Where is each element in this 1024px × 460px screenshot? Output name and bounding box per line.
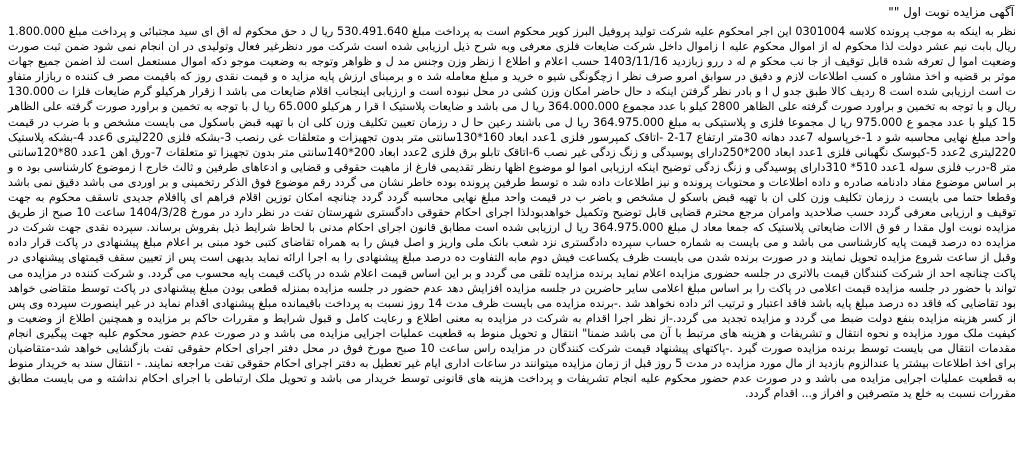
notice-title: آگهی مزایده نوبت اول "" — [888, 5, 1014, 19]
notice-body-text: نظر به اینکه به موجب پرونده کلاسه 0301004 این اجر امحکوم علیه شرکت تولید پروفیل البرز کویر محکوم است به پرداخت مبلغ 530.491.640 ریا ل د حق محکوم له اق ای سید مجتبائی و پرداخت مبلغ 1.800.000 ریال بابت نیم عشر دولت لذا محکوم له از اموال محکوم علیه ا زاموال داخل شرکت ضایعات فلزی معرفی وبه شرح ذیل ارزیابی شده است شرکت مور دنظرغیر فعال وتولیدی در ان انجام نمی شود ضمن ثبت صورت وضعیت اموا ل تعرفه شده قابل توقیف از جا نب محکو م له د ررو زبازدید 1403/11/16 حسب اعلام و اطلاع ا زنظر وزن وجنس مد ل و ظواهر وتوجه به وضعیت موجو دکه اموال مستعمل است لذ اضمن جمیع جهات موثر بر قضیه و اخذ مشاور ه کسب اطلاعات لازم و دقیق در سوابق امرو صرف نظر ا زچگونگی شیو ه خرید و مبلغ معامله شد ه و برمبنای ارزش پایه مزاید ه و قیمت نقدی روز که باقیمت مصر ف کننده ه ربازار متفاو ت است ارزیابی شده است 8 ردیف کالا طبق جدو ل ا و بادر نظر گرفتن اینکه د حال حاضر امکان وزن کشی در محل نبوده است و ارزیابی اینجانب اقلام ضایعات می باشد ا زقرار هرکیلو گرم ضایعات فلزا ت 130.000 ریال و با توجه به تخمین و براورد صورت گرفته علی الظاهر 2800 کیلو با عدد مجموع 364.000.000 ریا ل می باشد و ضایعات پلاستیک ا قرا ر هرکیلو 65.000 ریا ل با توجه به تخمین و براورد صورت گرفته علی الظاهر 15 کیلو با عدد مجمو ع 975.000 ریا ل مجموعا فلزی و پلاستیکی به مبلغ 364.975.000 ریا ل می باشند رعین حا ل د رزمان تعیین تکلیف وزن کلی ان با تهیه قبض باسکول می بایست مشخص و با ضرب در قیمت واحد مبلغ نهایی محاسبه شو د 1-خرپاسوله 7عدد دهانه 30متر ارتفاع 17-2 -اتاقک کمپرسور فلزی 1عدد ابعاد 160*130سانتی متر بدون تجهیزات و متعلقات غی رنصب 3-بشکه فلزی 220لیتری 6عدد 4-بشکه پلاستیک 220لیتری 2عدد 5-کیوسک نگهبانی فلزی 1عدد ابعاد 200*250دارای پوسیدگی و زنگ زدگی غیر نصب 6-اتاقک تابلو برق فلزی 2عدد ابعاد 200*140سانتی متر بدون تجهیزا تو متعلقات 7-ورق اهن 1عدد 80*120سانتی متر 8-درب فلزی سوله 1عدد 510* 310دارای پوسیدگی و زنگ زدگی توضیح اینکه ارزیابی اموا لو موضوع اظها رنظر تقدیمی فارغ از ماهیت حقوقی و قضایی و ادعاهای طرفین و ثالث خارج ا زموضوع کارشناسی بود ه و بر اساس موضوع مفاد دادنامه صادره و داده اطلاعات و محتویات پرونده و نیز اطلاعات داده شد ه توسط طرفین پرونده بوده خاطر نشان می گردد رقم موضوع فوق الذکر رتخمینی و بر اوردی می باشد دقیق نمی باشد وقطعا حتما می بایست د رزمان تکلیف وزن کلی ان با تهیه قبض باسکو ل مشخص و باضر ب در قیمت واحد مبلغ نهایی محاسبه گردد گردد چنانچه امکان توزین اقلام فراهم ای پاافلام جدیدی تاسقف محکوم به جهت توقیف و ارزیابی معرفی گردد حسب صلاحدید وامران مرجع محترم قضایی قابل توضیح وتکمیل خواهدبودلذا اجرای احکام حقوقی دادگستری شهرستان تفت در نظر دارد در مورخ 1404/3/28 ساعت 10 صبح از طریق مزایده نوبت اول مقدا ر فو ق الاات ضایعاتی پلاستیک که جمعا معاد ل مبلغ 364.975.000 ریا ل ارزیابی شده است مطابق قانون اجرای احکام مدنی با لحاظ شرایط ذیل بفروش برساند. سپرده نقدی جهت شرکت در مزایده ده درصد قیمت پایه کارشناسی می باشد و می بایست به شماره حساب سپرده دادگستری نزد شعب بانک ملی واریز و اصل فیش را به همراه تقاضای کتبی خود مبنی بر اعلام مبلغ پیشنهادی در پاکت قرار داده وقبل از ساعت شروع مزایده تحویل نمایند و در صورت برنده شدن می بایست ظرف یکساعت فیش دوم مابه التفاوت ده درصد مبلغ پیشنهادی را به اجرا ارائه نماید بدیهی است پس از تعیین سقف قیمتهای پیشنهادی در پاکت چنانچه احد از شرکت کنندگان قیمت بالاتری در جلسه حضوری مزایده اعلام نماید برنده مزایده تلقی می گردد و بر این اساس قیمت اعلام شده در پاکت قیمت پایه محسوب می گردد. و شرکت کننده در مزایده می تواند با حضور در جلسه مزایده قیمت اعلامی در پاکت را بر اساس مبلغ اعلامی سایر حاضرین در جلسه مزایده افزایش دهد عدم حضور در جلسه مزایده بمنزله قطعی بودن مبلغ پیشنهادی در پاکت توسط متقاضی خواهد بود تقاضایی که فاقد ده درصد مبلغ پایه باشد فاقد اعتبار و ترتیب اثر داده نخواهد شد .-برنده مزایده می بایست ظرف مدت 14 روز نسبت به پرداخت باقیمانده مبلغ پیشنهادی اقدام نماید در غیر اینصورت سپرده وی پس از کسر هزینه مزایده بنفع دولت ضبط می گردد و مزایده تجدید می گردد.-از نظر اجرا اقدام به شرکت در مزایده به معنی اطلاع و رعایت کامل و قبول شرایط و مقررات حاکم بر مزایده و همچنین اطلاع از وضعیت و کیفیت ملک مورد مزایده و نحوه انتقال و تشریفات و هزینه های مرتبط با آن می باشد ضمنا" انتقال و تحویل منوط به قطعیت عملیات اجرایی مزایده می باشد و در صورت عدم حضور محکوم علیه جهت پیگیری انجام مقدمات انتقال می بایست توسط برنده مزایده صورت گیرد .-پاکتهای پیشنهاد قیمت شرکت کنندگان در مزایده راس ساعت 10 صبح مورخ فوق در محل دفتر اجرای احکام حقوقی تفت بازگشایی خواهد شد-متقاضیان برای اخذ اطلاعات بیشتر یا عندالزوم بازدید از مال مورد مزایده در مدت 5 روز قبل از زمان مزایده میتوانند در ساعات اداری ایام غیر تعطیل به دفتر اجرای احکام حقوقی تفت مراجعه نمایند. - انتقال سند به خریدار منوط به قطعیت عملیات اجرایی مزایده می باشد و در صورت عدم حضور محکوم علیه انجام تشریفات و پرداخت هزینه های قانونی توسط خریدار می باشد و تحویل ملک ارتباطی با اجرای احکام نداشته و می بایست مطابق مقررات نسبت به خلع ید متصرفین و افراز و... اقدام گردد. — [8, 25, 1017, 401]
